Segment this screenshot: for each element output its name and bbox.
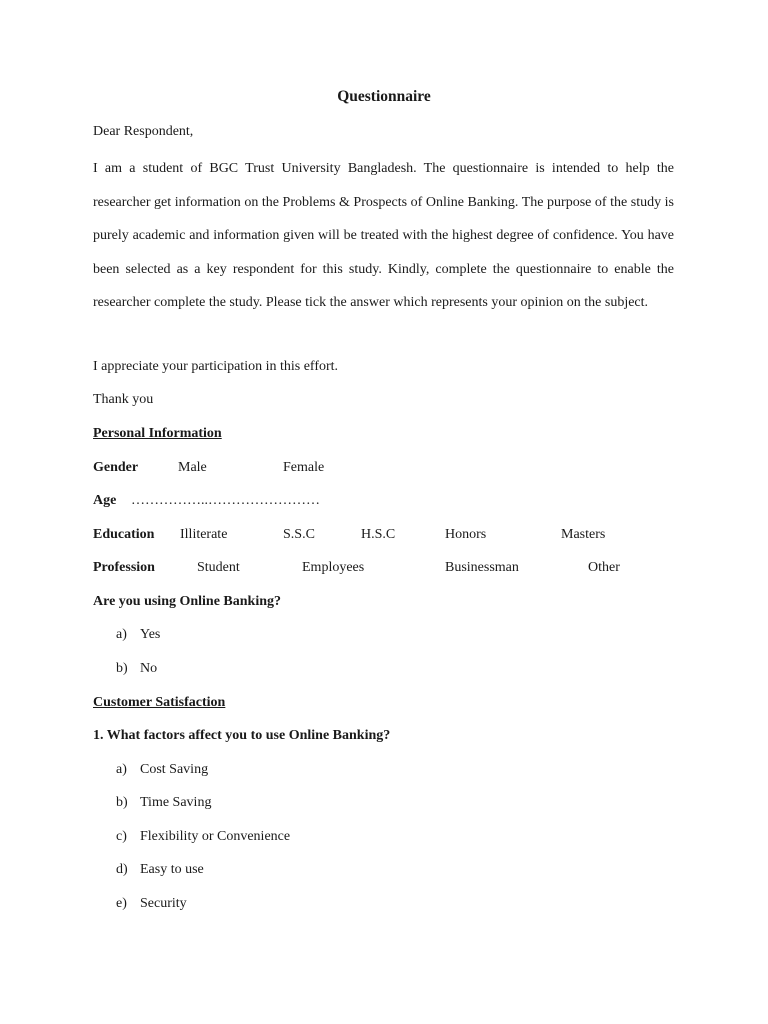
option-text: Time Saving	[140, 795, 212, 810]
profession-option-other[interactable]: Other	[588, 560, 620, 575]
option-marker: b)	[116, 661, 128, 676]
education-option-ssc[interactable]: S.S.C	[283, 527, 315, 542]
question-1: 1. What factors affect you to use Online Banking?	[93, 728, 391, 743]
education-option-hsc[interactable]: H.S.C	[361, 527, 396, 542]
option-text: Flexibility or Convenience	[140, 829, 291, 844]
option-marker: b)	[116, 795, 128, 810]
education-option-illiterate[interactable]: Illiterate	[180, 527, 228, 542]
appreciation-text: I appreciate your participation in this effort.	[93, 359, 339, 374]
option-marker: a)	[116, 627, 127, 642]
profession-option-employees[interactable]: Employees	[302, 560, 365, 575]
option-text: Yes	[140, 627, 161, 642]
option-marker: d)	[116, 862, 128, 877]
age-blank-field[interactable]: ……………..……………………	[131, 493, 320, 508]
customer-satisfaction-heading: Customer Satisfaction	[93, 695, 226, 710]
education-option-masters[interactable]: Masters	[561, 527, 606, 542]
option-marker: a)	[116, 762, 127, 777]
salutation: Dear Respondent,	[93, 124, 194, 139]
personal-info-heading: Personal Information	[93, 426, 222, 441]
profession-option-businessman[interactable]: Businessman	[445, 560, 519, 575]
profession-label: Profession	[93, 560, 155, 575]
age-label: Age	[93, 493, 117, 508]
education-label: Education	[93, 527, 155, 542]
option-marker: c)	[116, 829, 127, 844]
option-text: Cost Saving	[140, 762, 209, 777]
online-banking-question: Are you using Online Banking?	[93, 594, 282, 609]
option-marker: e)	[116, 896, 127, 911]
profession-option-student[interactable]: Student	[197, 560, 240, 575]
option-text: Security	[140, 896, 187, 911]
gender-option-female[interactable]: Female	[283, 460, 325, 475]
option-text: No	[140, 661, 158, 676]
intro-paragraph: I am a student of BGC Trust University Bangladesh. The questionnaire is intended to help the researcher get information on the Problems & Prospects of Online Banking. The purpose of the study is purely academic and information given will be treated with the highest degree of confidence. You have been selected as a key respondent for this study. Kindly, complete the questionnaire to enable the researcher complete the study. Please tick the answer which represents your opinion on the subject.	[93, 161, 674, 311]
thanks-text: Thank you	[93, 392, 154, 407]
education-option-honors[interactable]: Honors	[445, 527, 487, 542]
gender-label: Gender	[93, 460, 139, 475]
option-text: Easy to use	[140, 862, 204, 877]
gender-option-male[interactable]: Male	[178, 460, 207, 475]
page-title: Questionnaire	[337, 88, 431, 105]
